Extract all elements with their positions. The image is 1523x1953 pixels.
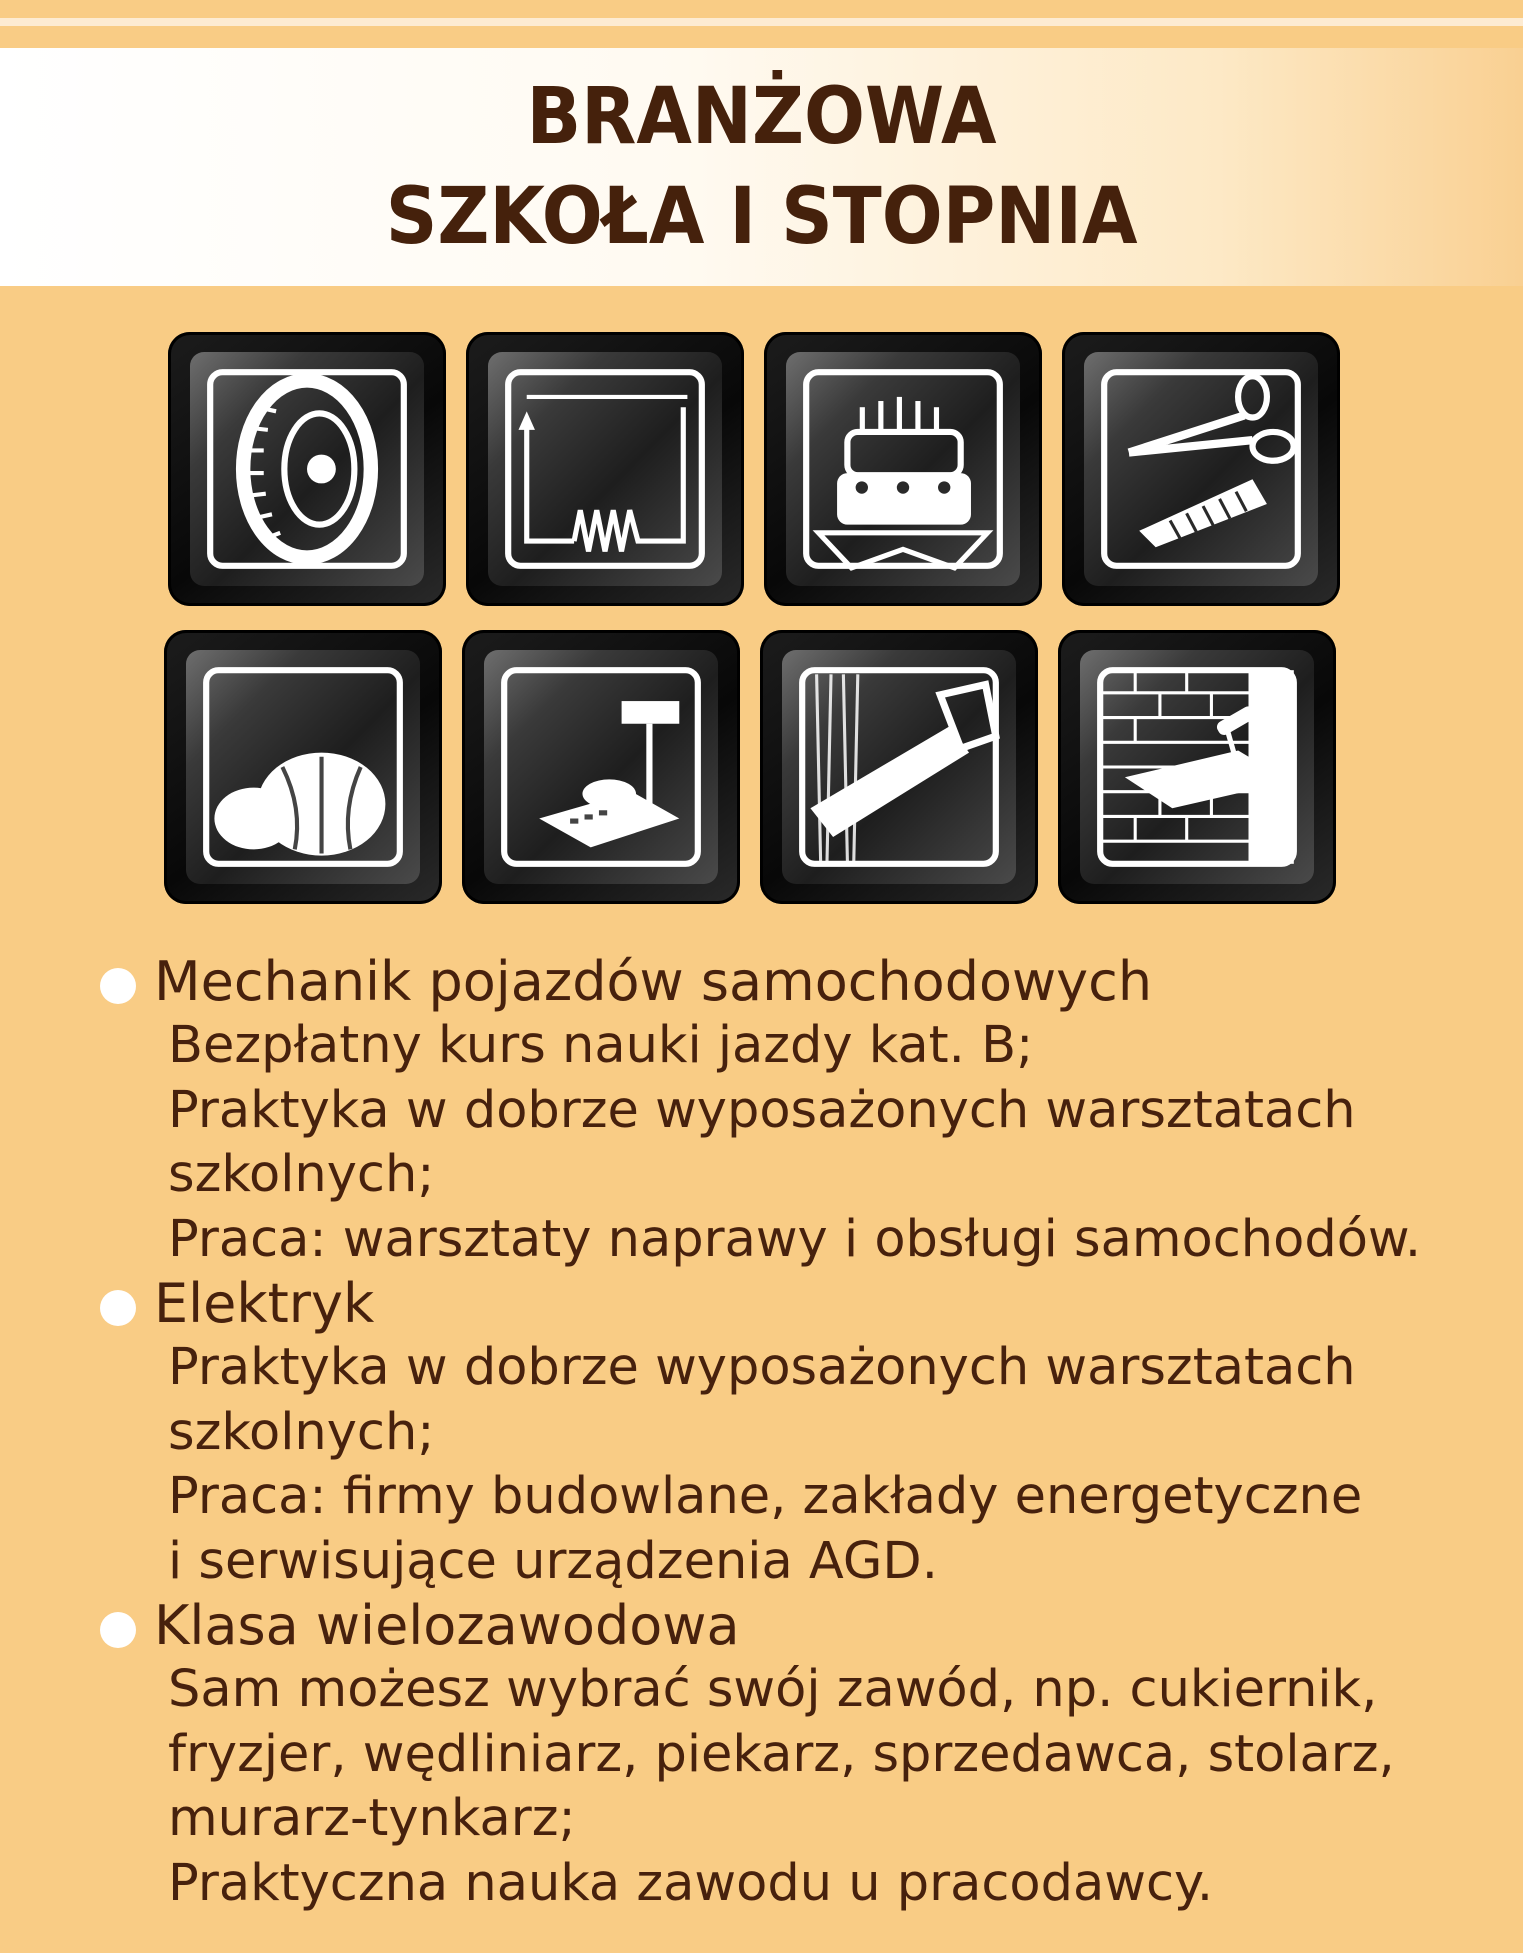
tile-carpenter bbox=[760, 630, 1038, 904]
list-item-title: Elektryk bbox=[154, 1272, 375, 1335]
list-item bbox=[100, 950, 1523, 1272]
tile-seller bbox=[462, 630, 740, 904]
list-item bbox=[100, 1272, 1523, 1594]
bullet bbox=[100, 968, 136, 1004]
list-item bbox=[100, 1594, 1523, 1916]
scissors-comb-icon bbox=[1098, 366, 1304, 572]
tile-mechanic bbox=[168, 332, 446, 606]
list-item-line: Praktyka w dobrze wyposażonych warsztatach bbox=[168, 1338, 1356, 1397]
list-item-line: murarz-tynkarz; bbox=[168, 1789, 576, 1848]
bullet bbox=[100, 1290, 136, 1326]
scale-icon bbox=[498, 664, 704, 870]
list-item-line: fryzjer, wędliniarz, piekarz, sprzedawca, stolarz, bbox=[168, 1724, 1395, 1784]
cake-icon bbox=[800, 366, 1006, 572]
profession-icon-grid bbox=[168, 332, 1338, 904]
list-item-line: Praktyczna nauka zawodu u pracodawcy. bbox=[168, 1853, 1214, 1913]
list-item-line: Bezpłatny kurs nauki jazdy kat. B; bbox=[168, 1016, 1034, 1075]
list-item-line: Praktyka w dobrze wyposażonych warsztatach bbox=[168, 1080, 1356, 1140]
list-item-line: szkolnych; bbox=[168, 1145, 435, 1204]
tile-baker bbox=[164, 630, 442, 904]
top-stripe bbox=[0, 18, 1523, 26]
profession-list bbox=[0, 950, 1523, 1916]
list-item-line: Praca: warsztaty naprawy i obsługi samochodów. bbox=[168, 1209, 1422, 1269]
tile-electrician bbox=[466, 332, 744, 606]
title-line-1: BRANŻOWA bbox=[526, 72, 997, 162]
bullet bbox=[100, 1612, 136, 1648]
list-item-line: szkolnych; bbox=[168, 1402, 435, 1462]
list-item-line: Praca: firmy budowlane, zakłady energetyczne bbox=[168, 1467, 1363, 1526]
title-line-2: SZKOŁA I STOPNIA bbox=[385, 172, 1138, 262]
list-item-title: Mechanik pojazdów samochodowych bbox=[154, 950, 1153, 1013]
list-item-line: Sam możesz wybrać swój zawód, np. cukiernik, bbox=[168, 1660, 1378, 1719]
electric-circuit-icon bbox=[502, 366, 708, 572]
list-item-line: i serwisujące urządzenia AGD. bbox=[168, 1531, 938, 1591]
page-title bbox=[0, 48, 1523, 286]
trowel-brick-wall-icon bbox=[1094, 664, 1300, 870]
bread-icon bbox=[200, 664, 406, 870]
list-item-title: Klasa wielozawodowa bbox=[154, 1594, 740, 1657]
saw-icon bbox=[796, 664, 1002, 870]
tile-hairdresser bbox=[1062, 332, 1340, 606]
tire-icon bbox=[204, 366, 410, 572]
tile-confectioner bbox=[764, 332, 1042, 606]
tile-bricklayer bbox=[1058, 630, 1336, 904]
